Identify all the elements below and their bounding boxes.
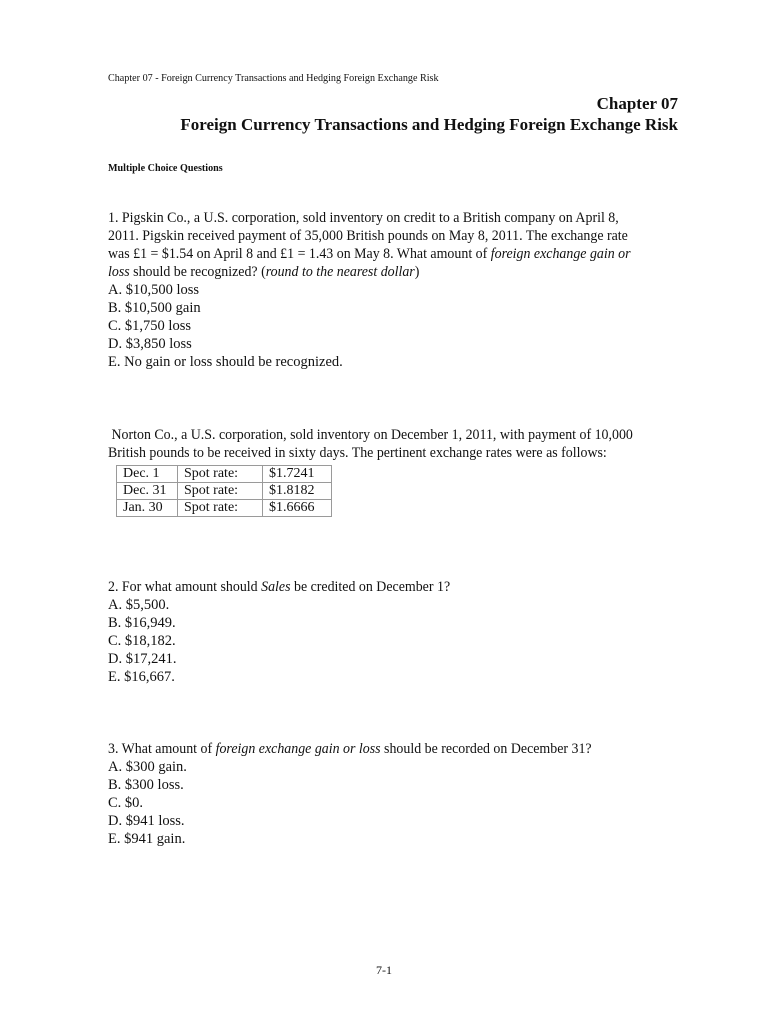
running-header: Chapter 07 - Foreign Currency Transactions and Hedging Foreign Exchange Risk bbox=[108, 72, 439, 84]
question-2-text: 2. For what amount should bbox=[108, 579, 262, 595]
question-1-line-2: 2011. Pigskin received payment of 35,000 British pounds on May 8, 2011. The exchange rate bbox=[108, 228, 628, 244]
table-cell-date: Dec. 31 bbox=[117, 483, 178, 500]
answer-option: C. $0. bbox=[108, 795, 144, 811]
question-3-text: 3. What amount of bbox=[108, 741, 216, 757]
table-cell-date: Jan. 30 bbox=[117, 500, 178, 517]
question-1-text: should be recognized? ( bbox=[129, 264, 266, 280]
answer-option: A. $10,500 loss bbox=[108, 282, 200, 298]
question-1-line-3 bbox=[108, 245, 665, 263]
answer-option: B. $300 loss. bbox=[108, 777, 184, 793]
question-1 bbox=[108, 209, 688, 371]
scenario-line-1: Norton Co., a U.S. corporation, sold inventory on December 1, 2011, with payment of 10,000 bbox=[108, 427, 633, 443]
answer-option: A. $300 gain. bbox=[108, 759, 187, 775]
exchange-rates-table bbox=[116, 465, 332, 517]
section-label: Multiple Choice Questions bbox=[108, 162, 223, 174]
question-1-text: was £1 = $1.54 on April 8 and £1 = 1.43 on May 8. What amount of bbox=[108, 246, 491, 262]
table-cell-label: Spot rate: bbox=[178, 466, 263, 483]
table-cell-label: Spot rate: bbox=[178, 500, 263, 517]
answer-option: D. $941 loss. bbox=[108, 813, 185, 829]
table-row bbox=[117, 483, 332, 500]
question-2-text: be credited on December 1? bbox=[290, 579, 451, 595]
question-3-stem bbox=[108, 740, 665, 758]
question-1-emphasis: foreign exchange gain or bbox=[490, 246, 631, 262]
question-2-emphasis: Sales bbox=[261, 579, 291, 595]
question-1-line-4 bbox=[108, 263, 665, 281]
scenario-line-2: British pounds to be received in sixty days. The pertinent exchange rates were as follows: bbox=[108, 445, 607, 461]
question-1-line-1: 1. Pigskin Co., a U.S. corporation, sold inventory on credit to a British company on April 8, bbox=[108, 210, 619, 226]
question-3-text: should be recorded on December 31? bbox=[380, 741, 592, 757]
answer-option: B. $10,500 gain bbox=[108, 300, 201, 316]
table-cell-rate: $1.7241 bbox=[263, 466, 332, 483]
question-1-emphasis: loss bbox=[108, 264, 130, 280]
page-number: 7-1 bbox=[376, 963, 392, 977]
question-2 bbox=[108, 578, 688, 686]
answer-option: A. $5,500. bbox=[108, 597, 170, 613]
table-cell-rate: $1.6666 bbox=[263, 500, 332, 517]
table-cell-rate: $1.8182 bbox=[263, 483, 332, 500]
answer-option: D. $17,241. bbox=[108, 651, 177, 667]
chapter-title: Foreign Currency Transactions and Hedging Foreign Exchange Risk bbox=[180, 115, 678, 134]
scenario-intro bbox=[108, 426, 688, 462]
table-cell-label: Spot rate: bbox=[178, 483, 263, 500]
question-2-stem bbox=[108, 578, 665, 596]
question-1-text: ) bbox=[414, 264, 420, 280]
answer-option: E. $941 gain. bbox=[108, 831, 186, 847]
answer-option: B. $16,949. bbox=[108, 615, 176, 631]
question-3-emphasis: foreign exchange gain or loss bbox=[215, 741, 381, 757]
answer-option: C. $18,182. bbox=[108, 633, 176, 649]
chapter-number: Chapter 07 bbox=[596, 94, 678, 113]
answer-option: D. $3,850 loss bbox=[108, 336, 192, 352]
answer-option: C. $1,750 loss bbox=[108, 318, 191, 334]
answer-option: E. $16,667. bbox=[108, 669, 175, 685]
question-3 bbox=[108, 740, 688, 848]
table-cell-date: Dec. 1 bbox=[117, 466, 178, 483]
answer-option: E. No gain or loss should be recognized. bbox=[108, 354, 343, 370]
question-1-emphasis: round to the nearest dollar bbox=[265, 264, 415, 280]
table-row bbox=[117, 500, 332, 517]
table-row bbox=[117, 466, 332, 483]
